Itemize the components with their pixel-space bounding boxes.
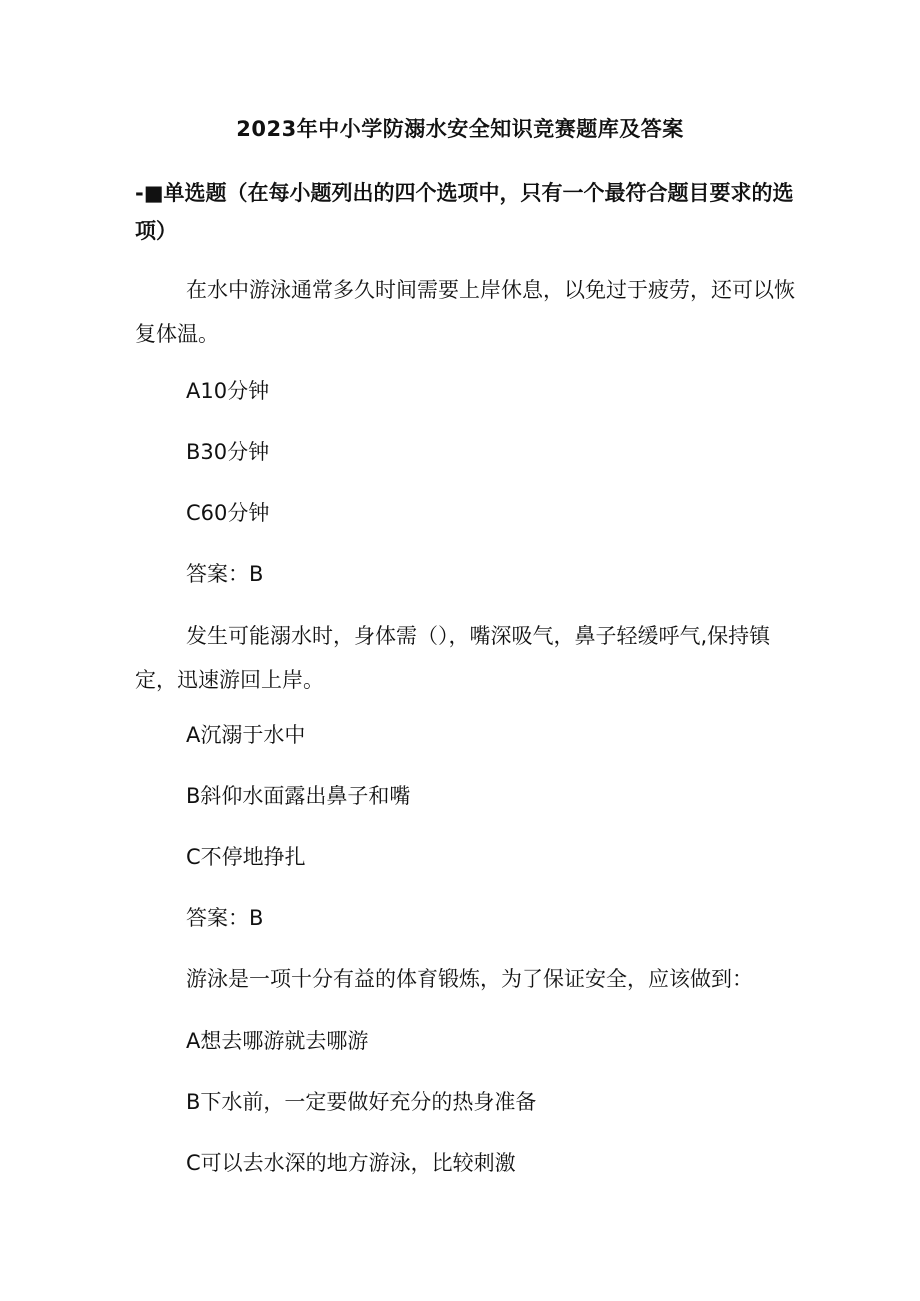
question-3-option-a: A想去哪游就去哪游 (186, 1029, 369, 1053)
question-2-option-a: A沉溺于水中 (186, 723, 306, 747)
question-3-option-c: C可以去水深的地方游泳，比较刺激 (186, 1151, 516, 1175)
question-1-option-a: A10分钟 (186, 379, 270, 403)
question-3-stem: 游泳是一项十分有益的体育锻炼，为了保证安全，应该做到： (186, 967, 753, 991)
question-2-stem: 发生可能溺水时，身体需（），嘴深吸气，鼻子轻缓呼气,保持镇定，迅速游回上岸。 (135, 624, 771, 692)
question-2-answer: 答案：B (186, 906, 264, 930)
section-heading: -■单选题（在每小题列出的四个选项中，只有一个最符合题目要求的选项） (135, 181, 794, 243)
question-1-stem: 在水中游泳通常多久时间需要上岸休息，以免过于疲劳，还可以恢复体温。 (135, 278, 795, 346)
question-3-option-b: B下水前，一定要做好充分的热身准备 (186, 1090, 537, 1114)
question-1-answer: 答案：B (186, 562, 264, 586)
question-2-option-c: C不停地挣扎 (186, 845, 306, 869)
document-title: 2023年中小学防溺水安全知识竞赛题库及答案 (236, 117, 684, 141)
question-2-option-b: B斜仰水面露出鼻子和嘴 (186, 784, 411, 808)
question-1-option-b: B30分钟 (186, 440, 270, 464)
question-1-option-c: C60分钟 (186, 501, 270, 525)
